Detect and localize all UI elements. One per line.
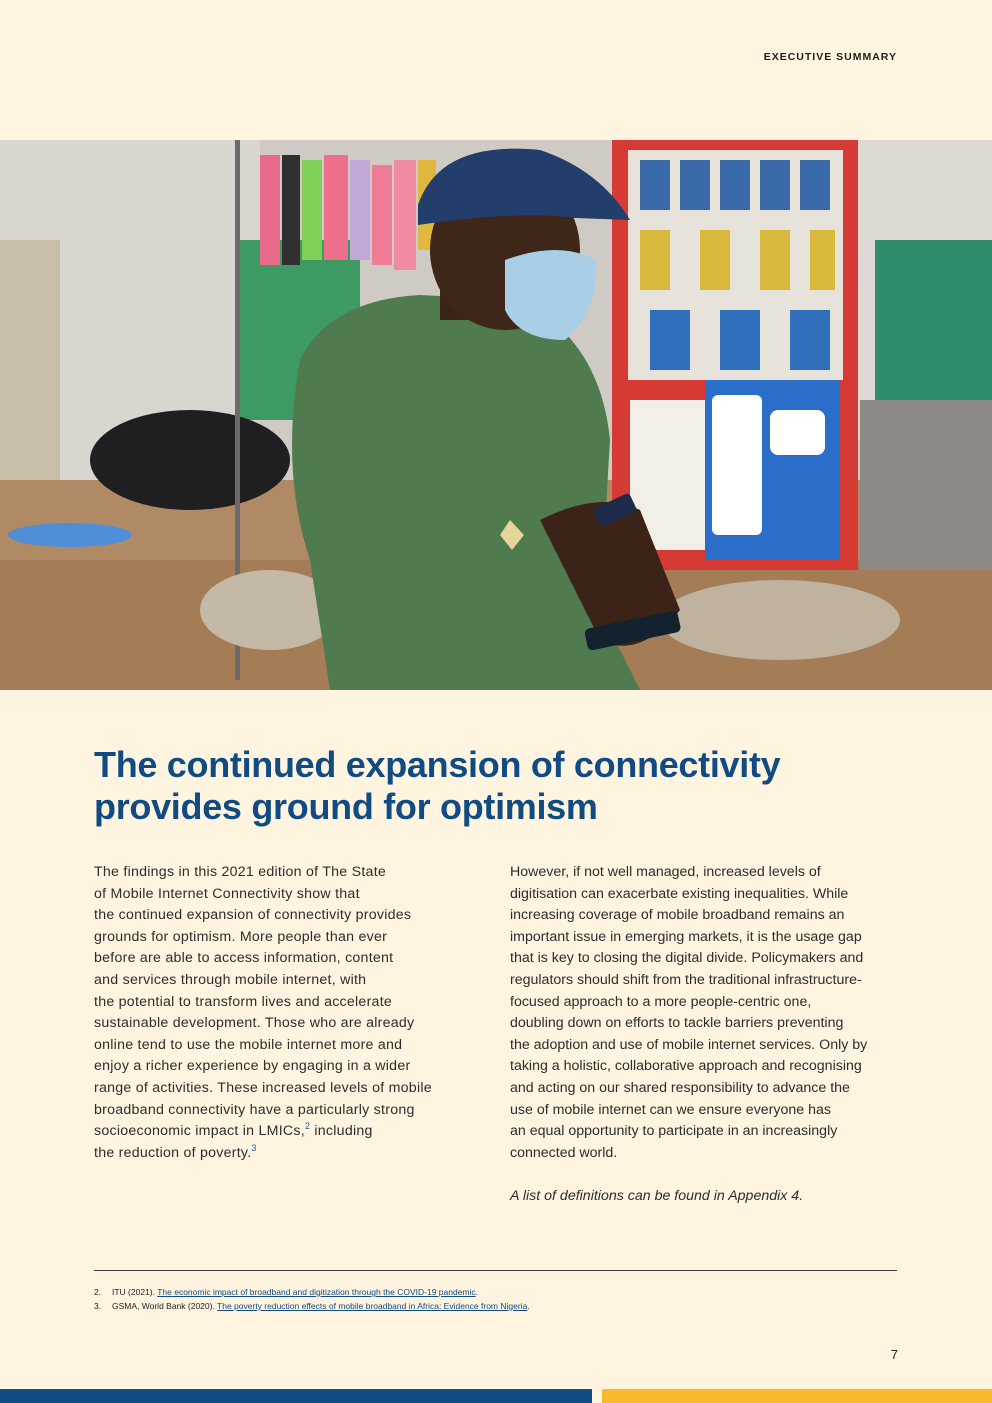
footnote-ref-3[interactable]: 3 (251, 1142, 257, 1153)
left-line: the potential to transform lives and accelerate (94, 993, 393, 1010)
left-line: the continued expansion of connectivity provides (94, 907, 412, 924)
left-line-text: including (310, 1123, 373, 1140)
left-line: The findings in this 2021 edition of The State (94, 864, 387, 880)
right-line: an equal opportunity to participate in an increasingly (510, 1123, 838, 1140)
right-line: that is key to closing the digital divide. Policymakers and (510, 950, 864, 967)
right-line: doubling down on efforts to tackle barriers preventing (510, 1015, 844, 1032)
headline (94, 744, 914, 828)
hero-photo-illustration (0, 140, 992, 690)
headline-line-1: The continued expansion of connectivity (94, 744, 781, 785)
footnote-prefix: ITU (2021). (112, 1287, 158, 1297)
footnote-prefix: GSMA, World Bank (2020). (112, 1301, 218, 1311)
left-line: sustainable development. Those who are already (94, 1015, 415, 1032)
footnote-item (94, 1285, 897, 1299)
footnote-ref-2[interactable]: 2 (304, 1121, 311, 1132)
footnote-item (94, 1299, 897, 1313)
footnotes (94, 1285, 897, 1313)
right-line: and acting on our shared responsibility to advance the (510, 1079, 850, 1096)
footer-bar-blue (0, 1389, 592, 1403)
left-column (94, 862, 479, 1164)
right-line: regulators should shift from the traditional infrastructure- (510, 971, 862, 988)
appendix-note: A list of definitions can be found in Appendix 4. (510, 1187, 804, 1204)
footnote-suffix: . (527, 1301, 530, 1311)
page-number: 7 (890, 1347, 898, 1362)
right-line: the adoption and use of mobile internet services. Only by (510, 1036, 868, 1053)
footnote-text (112, 1299, 530, 1313)
footnote-divider (94, 1270, 897, 1271)
right-line: However, if not well managed, increased levels of (510, 864, 821, 880)
right-line: taking a holistic, collaborative approach and recognising (510, 1058, 862, 1075)
footnote-link[interactable]: The economic impact of broadband and digitization through the COVID-19 pandemic (157, 1287, 476, 1297)
footnote-number: 3. (94, 1301, 102, 1311)
left-line: online tend to use the mobile internet more and (94, 1036, 403, 1053)
right-column (510, 862, 900, 1208)
left-line-text: socioeconomic impact in LMICs, (94, 1123, 305, 1140)
left-line-text: the reduction of poverty. (94, 1144, 252, 1161)
footer-bar-yellow (602, 1389, 992, 1403)
right-line: important issue in emerging markets, it is the usage gap (510, 928, 862, 945)
headline-line-2: provides ground for optimism (94, 786, 598, 827)
right-line: digitisation can exacerbate existing inequalities. While (510, 885, 849, 902)
footnote-number: 2. (94, 1287, 102, 1297)
footnote-suffix: . (475, 1287, 479, 1297)
right-line: increasing coverage of mobile broadband remains an (510, 907, 845, 924)
left-line: broadband connectivity have a particularly strong (94, 1101, 415, 1118)
right-line: use of mobile internet can we ensure everyone has (510, 1101, 831, 1118)
footnote-link[interactable]: The poverty reduction effects of mobile broadband in Africa: Evidence from Nigeria (217, 1301, 528, 1311)
right-line: focused approach to a more people-centric one, (510, 993, 812, 1010)
left-line: grounds for optimism. More people than ever (94, 928, 388, 945)
hero-photo (0, 140, 992, 690)
left-line: enjoy a richer experience by engaging in a wider (94, 1058, 411, 1075)
left-line: and services through mobile internet, with (94, 971, 367, 988)
left-line: of Mobile Internet Connectivity show that (94, 885, 360, 902)
right-line: connected world. (510, 1144, 618, 1161)
footnote-text (112, 1285, 478, 1299)
section-label: EXECUTIVE SUMMARY (763, 51, 897, 63)
left-line (94, 1121, 479, 1143)
left-line: before are able to access information, content (94, 950, 394, 967)
left-line: range of activities. These increased levels of mobile (94, 1079, 432, 1096)
left-line (94, 1143, 479, 1165)
